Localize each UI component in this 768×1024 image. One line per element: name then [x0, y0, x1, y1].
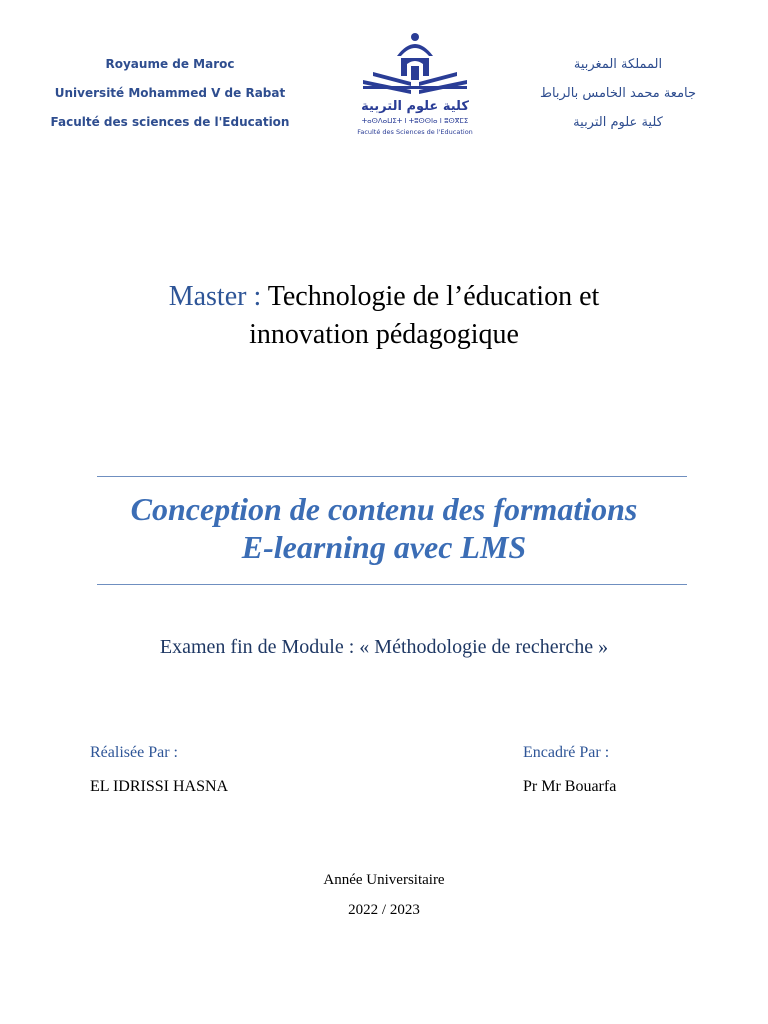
faculty-label: Faculté des sciences de l'Education — [50, 115, 290, 129]
university-label-arabic: جامعة محمد الخامس بالرباط — [539, 86, 697, 101]
encadre-label: Encadré Par : — [523, 744, 610, 761]
header-left-institution — [40, 50, 300, 137]
faculty-logo-icon — [345, 28, 485, 140]
header-right-institution — [518, 50, 718, 137]
realisee-label: Réalisée Par : — [90, 744, 178, 761]
title-line2: E-learning avec LMS — [241, 529, 527, 565]
faculty-logo — [345, 28, 485, 140]
logo-tifinagh-text: ⵜⴰⵙⴷⴰⵡⵉⵜ ⵏ ⵜⵓⵙⵙⵏⴰ ⵏ ⵓⵙⴳⵎⵉ — [361, 117, 469, 125]
logo-caption-text: Faculté des Sciences de l'Education — [357, 128, 473, 136]
title-line1: Conception de contenu des formations — [130, 491, 638, 527]
master-title-line1: Technologie de l’éducation et — [267, 281, 600, 312]
university-label: Université Mohammed V de Rabat — [54, 86, 286, 100]
exam-subtitle: Examen fin de Module : « Méthodologie de recherche » — [159, 636, 609, 658]
academic-year-label: Année Universitaire — [323, 872, 445, 888]
title-rule-top — [97, 476, 687, 477]
faculty-label-arabic: كلية علوم التربية — [573, 115, 663, 130]
master-label: Master : — [168, 281, 262, 312]
logo-arabic-text: كلية علوم التربية — [361, 99, 469, 114]
master-title-line2: innovation pédagogique — [249, 319, 519, 350]
kingdom-label: Royaume de Maroc — [105, 57, 235, 71]
supervisor-name: Pr Mr Bouarfa — [523, 778, 617, 795]
academic-year-value: 2022 / 2023 — [348, 902, 420, 918]
kingdom-label-arabic: المملكة المغربية — [573, 57, 663, 72]
title-rule-bottom — [97, 584, 687, 585]
author-name: EL IDRISSI HASNA — [90, 778, 229, 795]
document-title — [60, 490, 708, 566]
master-program — [0, 278, 768, 354]
